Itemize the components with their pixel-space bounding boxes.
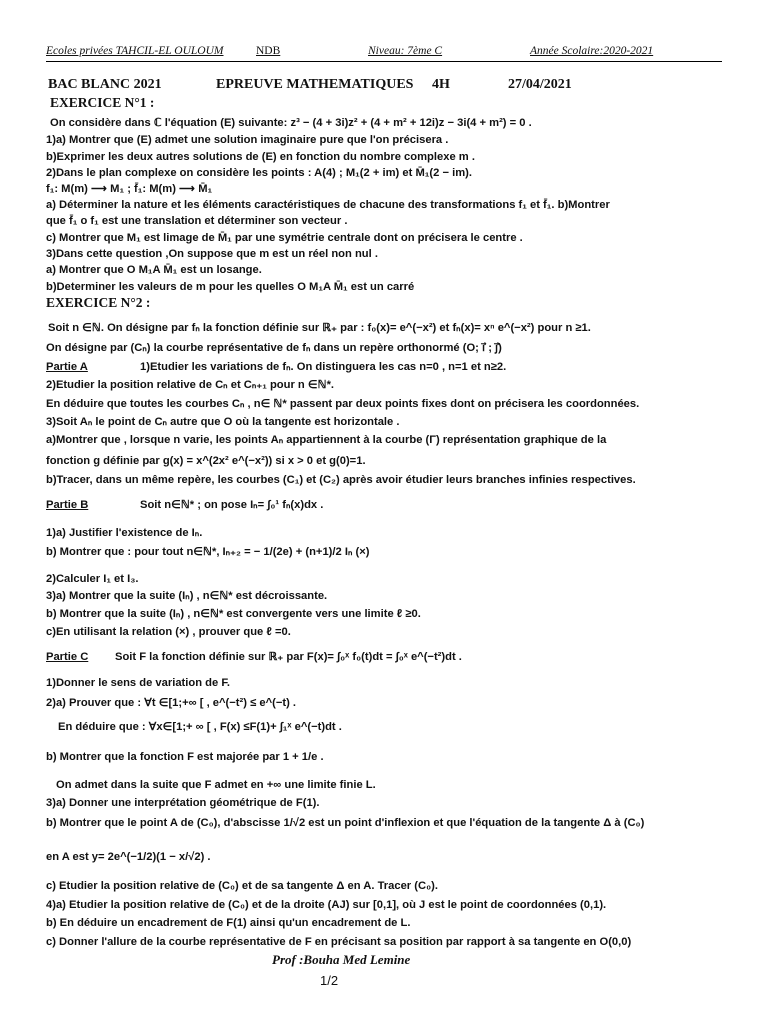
partie-b-line-3: 2)Calculer I₁ et I₃. [46,573,139,585]
partie-c-line-8: en A est y= 2e^(−1/2)(1 − x/√2) . [46,851,211,863]
partie-b-line-2: b) Montrer que : pour tout n∈ℕ*, Iₙ₊₂ = − 1/(2e) + (n+1)/2 Iₙ (×) [46,546,370,558]
ex1-line-11: b)Determiner les valeurs de m pour les quelles O M₁A M̄₁ est un carré [46,281,415,293]
ex1-line-7: que f̄₁ o f₁ est une translation et déterminer son vecteur . [46,215,348,227]
ex2-line-3: 1)Etudier les variations de fₙ. On distinguera les cas n=0 , n=1 et n≥2. [140,361,507,373]
partie-c-line-4: b) Montrer que la fonction F est majorée par 1 + 1/e . [46,751,324,763]
ex1-line-2: 1)a) Montrer que (E) admet une solution imaginaire pure que l'on précisera . [46,134,449,146]
partie-b-label: Partie B [46,499,89,511]
partie-a-label: Partie A [46,361,88,373]
partie-c-line-11: b) En déduire un encadrement de F(1) ainsi qu'un encadrement de L. [46,917,411,929]
partie-c-line-12: c) Donner l'allure de la courbe représentative de F en précisant sa position par rapport à sa tangente en O(0,0) [46,936,632,948]
ex1-line-3: b)Exprimer les deux autres solutions de (E) en fonction du nombre complexe m . [46,151,475,163]
ex1-line-4: 2)Dans le plan complexe on considère les points : A(4) ; M₁(2 + im) et M̄₁(2 − im). [46,167,472,179]
partie-b-line-4: 3)a) Montrer que la suite (Iₙ) , n∈ℕ* est décroissante. [46,590,328,602]
ex1-line-1: On considère dans ℂ l'équation (E) suivante: z³ − (4 + 3i)z² + (4 + m² + 12i)z − 3i(4 + m²) = 0 . [50,117,532,129]
partie-c-label: Partie C [46,651,89,663]
title-subject: EPREUVE MATHEMATIQUES [216,77,414,92]
partie-c-line-6: 3)a) Donner une interprétation géométrique de F(1). [46,797,320,809]
ex2-line-1: Soit n ∈ℕ. On désigne par fₙ la fonction définie sur ℝ₊ par : f₀(x)= e^(−x²) et fₙ(x)= xⁿ e^(−x²) pour n ≥1. [48,322,591,334]
ex2-heading: EXERCICE N°2 : [46,295,151,310]
ex2-line-5: En déduire que toutes les courbes Cₙ , n∈ ℕ* passent par deux points fixes dont on précisera les coordonnées. [46,398,640,410]
page-number: 1/2 [320,973,339,988]
ex2-line-2: On désigne par (Cₙ) la courbe représentative de fₙ dans un repère orthonormé (O; i⃗ ; j⃗) [46,342,502,354]
partie-b-line-5: b) Montrer que la suite (Iₙ) , n∈ℕ* est convergente vers une limite ℓ ≥0. [46,608,421,620]
title-exam: BAC BLANC 2021 [48,77,162,92]
partie-b-intro: Soit n∈ℕ* ; on pose Iₙ= ∫₀¹ fₙ(x)dx . [140,499,324,511]
header-year: Année Scolaire:2020-2021 [530,45,654,57]
ex1-line-10: a) Montrer que O M₁A M̄₁ est un losange. [46,264,262,276]
ex1-line-9: 3)Dans cette question ,On suppose que m est un réel non nul . [46,248,378,260]
partie-b-line-6: c)En utilisant la relation (×) , prouver que ℓ =0. [46,626,291,638]
partie-c-line-2: 2)a) Prouver que : ∀t ∈[1;+∞ [ , e^(−t²) ≤ e^(−t) . [46,697,297,709]
title-date: 27/04/2021 [508,77,572,92]
ex2-line-7: a)Montrer que , lorsque n varie, les points Aₙ appartiennent à la courbe (Γ) représentation graphique de la [46,434,607,446]
partie-b-line-1: 1)a) Justifier l'existence de Iₙ. [46,527,203,539]
partie-c-line-10: 4)a) Etudier la position relative de (C₀) et de la droite (AJ) sur [0,1], où J est le point de coordonnées (0,1). [46,899,607,911]
ex2-line-4: 2)Etudier la position relative de Cₙ et Cₙ₊₁ pour n ∈ℕ*. [46,379,335,391]
header-level: Niveau: 7ème C [368,45,443,57]
header-rule [46,61,722,62]
author-signature: Prof :Bouha Med Lemine [272,952,411,967]
ex1-line-5: f₁: M(m) ⟶ M₁ ; f̄₁: M(m) ⟶ M̄₁ [46,183,213,195]
title-duration: 4H [432,77,450,92]
partie-c-line-1: 1)Donner le sens de variation de F. [46,677,231,689]
partie-c-intro: Soit F la fonction définie sur ℝ₊ par F(x)= ∫₀ˣ f₀(t)dt = ∫₀ˣ e^(−t²)dt . [115,651,462,663]
partie-c-line-7: b) Montrer que le point A de (C₀), d'abscisse 1/√2 est un point d'inflexion et que l'équation de la tangente Δ à (C₀) [46,817,645,829]
partie-c-line-3: En déduire que : ∀x∈[1;+ ∞ [ , F(x) ≤F(1)+ ∫₁ˣ e^(−t)dt . [58,721,342,733]
partie-c-line-9: c) Etudier la position relative de (C₀) et de sa tangente Δ en A. Tracer (C₀). [46,880,438,892]
ex1-line-6: a) Déterminer la nature et les éléments caractéristiques de chacune des transformations f₁ et f̄₁. b)Montrer [46,199,610,211]
ex2-line-8: fonction g définie par g(x) = x^(2x² e^(−x²)) si x > 0 et g(0)=1. [46,455,366,467]
ex1-line-8: c) Montrer que M₁ est limage de M̄₁ par une symétrie centrale dont on précisera le centre . [46,232,523,244]
ex1-heading: EXERCICE N°1 : [50,95,155,110]
ex2-line-9: b)Tracer, dans un même repère, les courbes (C₁) et (C₂) après avoir étudier leurs branches infinies respectives. [46,474,636,486]
header-school: Ecoles privées TAHCIL-EL OULOUM [46,45,224,57]
partie-c-line-5: On admet dans la suite que F admet en +∞ une limite finie L. [56,779,376,791]
ex2-line-6: 3)Soit Aₙ le point de Cₙ autre que O où la tangente est horizontale . [46,416,400,428]
header-branch: NDB [256,45,281,57]
